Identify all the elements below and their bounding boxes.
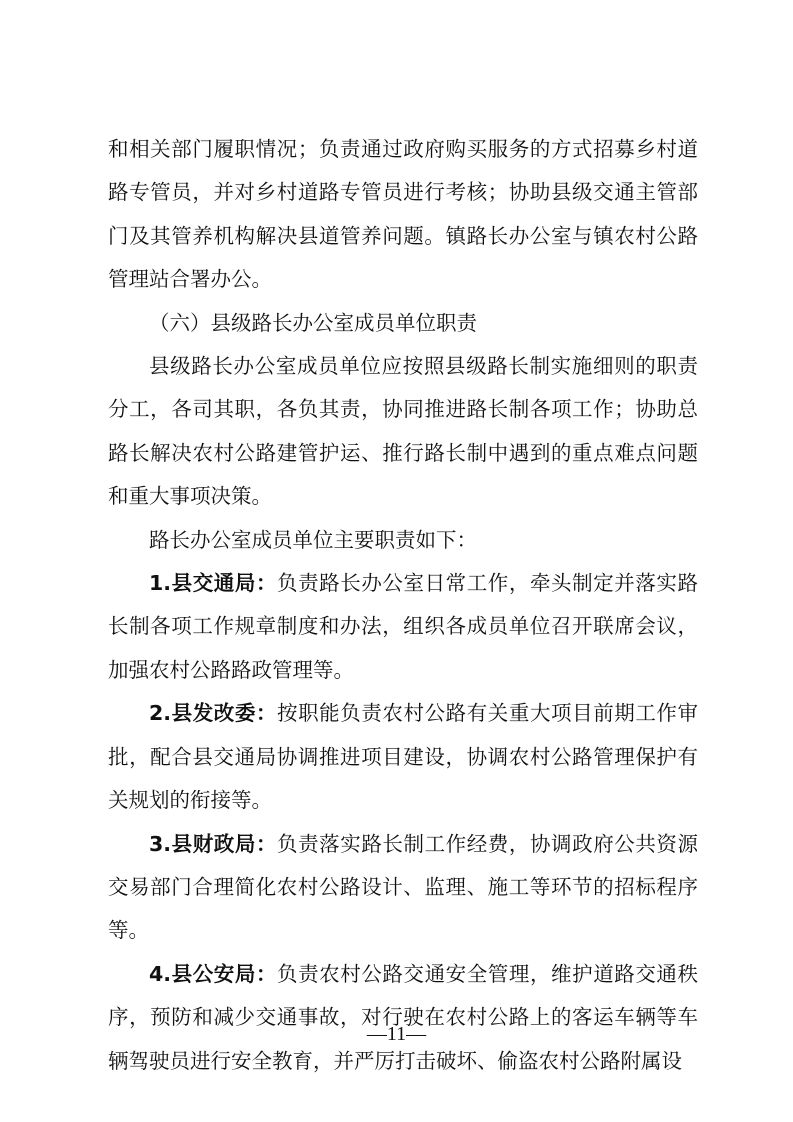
item-2-label: 2.县发改委： <box>149 701 278 726</box>
document-body <box>108 128 698 1083</box>
paragraph-item-3: 3.县财政局：负责落实路长制工作经费，协调政府公共资源交易部门合理简化农村公路设计、监理、施工等环节的招标程序等。 <box>108 831 699 943</box>
item-4-label: 4.县公安局： <box>149 961 278 986</box>
item-3-label: 3.县财政局： <box>149 831 278 856</box>
paragraph-duties-overview: 县级路长办公室成员单位应按照县级路长制实施细则的职责分工，各司其职，各负其责，协同推进路长制各项工作；协助总路长解决农村公路建管护运、推行路长制中遇到的重点难点问题和重大事项决策。 <box>108 354 698 509</box>
item-1-label: 1.县交通局： <box>149 571 278 596</box>
paragraph-item-1: 1.县交通局：负责路长办公室日常工作，牵头制定并落实路长制各项工作规章制度和办法，组织各成员单位召开联席会议，加强农村公路路政管理等。 <box>108 571 699 682</box>
page-number: —11— <box>366 1023 427 1045</box>
section-heading: （六）县级路长办公室成员单位职责 <box>149 310 477 335</box>
paragraph-item-4: 4.县公安局：负责农村公路交通安全管理，维护道路交通秩序，预防和减少交通事故，对行驶在农村公路上的客运车辆等车辆驾驶员进行安全教育，并严厉打击破坏、偷盗农村公路附属设 <box>108 961 699 1073</box>
paragraph-list-intro: 路长办公室成员单位主要职责如下： <box>149 527 477 552</box>
paragraph-item-2: 2.县发改委：按职能负责农村公路有关重大项目前期工作审批，配合县交通局协调推进项目建设，协调农村公路管理保护有关规划的衔接等。 <box>108 701 699 813</box>
paragraph-continuation: 和相关部门履职情况；负责通过政府购买服务的方式招募乡村道路专管员，并对乡村道路专管员进行考核；协助县级交通主管部门及其管养机构解决县道管养问题。镇路长办公室与镇农村公路管理站合署办公。 <box>108 137 698 292</box>
